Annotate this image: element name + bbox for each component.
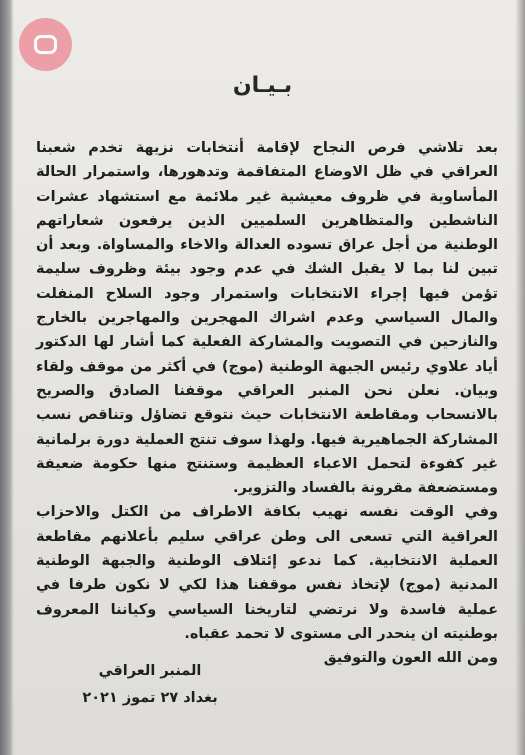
statement-body	[36, 136, 498, 671]
page-left-shadow	[0, 0, 14, 755]
signature-date: بغداد ٢٧ تموز ٢٠٢١	[82, 690, 218, 706]
stop-record-icon	[34, 35, 57, 54]
statement-title: بـيـان	[232, 73, 293, 98]
statement-paragraph-2: وفي الوقت نفسه نهيب بكافة الاطراف من الكتل والاحزاب العراقية التي تسعى الى وطن عراقي سليم بأعلانهم مقاطعة العملية الانتخابية. كما ندعو إئتلاف الوطنية والجبهة الوطنية المدنية (موج) لإتخاذ نفس موقفنا هذا لكي لا نكون طرفا في عملية فاسدة ولا نرتضي لتاريخنا السياسي وكياننا المعروف بوطنيته ان ينحدر الى مستوى لا تحمد عقباه.	[36, 504, 498, 642]
signature-organization: المنبر العراقي	[98, 663, 202, 679]
statement-closing: ومن الله العون والتوفيق	[323, 650, 498, 667]
statement-paragraph-1: بعد تلاشي فرص النجاح لإقامة أنتخابات نزيهة تخدم شعبنا العراقي في ظل الاوضاع المتفاقمة وتدهورها، واستمرار الحالة المأساوية في ظروف معيشية غير ملائمة مع استشهاد عشرات الناشطين والمتظاهرين السلميين الذين يرفعون شعاراتهم الوطنية من أجل عراق تسوده العدالة والاخاء والمساواة. وبعد أن تبين لنا بما لا يقبل الشك في عدم وجود بيئة وظروف سليمة تؤمن فيها إجراء الانتخابات واستمرار وجود السلاح المنفلت والمال السياسي وعدم اشراك المهجرين والمهاجرين بالخارج والنازحين في التصويت والمشاركة الفعلية كما أشار لها الدكتور أياد علاوي رئيس الجبهة الوطنية (موج) في أكثر من موقف ولقاء وبيان. نعلن نحن المنبر العراقي موقفنا الصادق والصريح بالانسحاب ومقاطعة الانتخابات حيث نتوقع تضاؤل وتناقص نسب المشاركة الجماهيرية فيها. ولهذا سوف تنتج العملية دورة برلمانية غير كفوءة لتحمل الاعباء العظيمة وستنتج منها حكومة ضعيفة ومستضعفة مقرونة بالفساد والتزوير.	[36, 140, 498, 497]
stop-record-button[interactable]	[19, 18, 72, 71]
page-right-shadow	[515, 0, 525, 755]
